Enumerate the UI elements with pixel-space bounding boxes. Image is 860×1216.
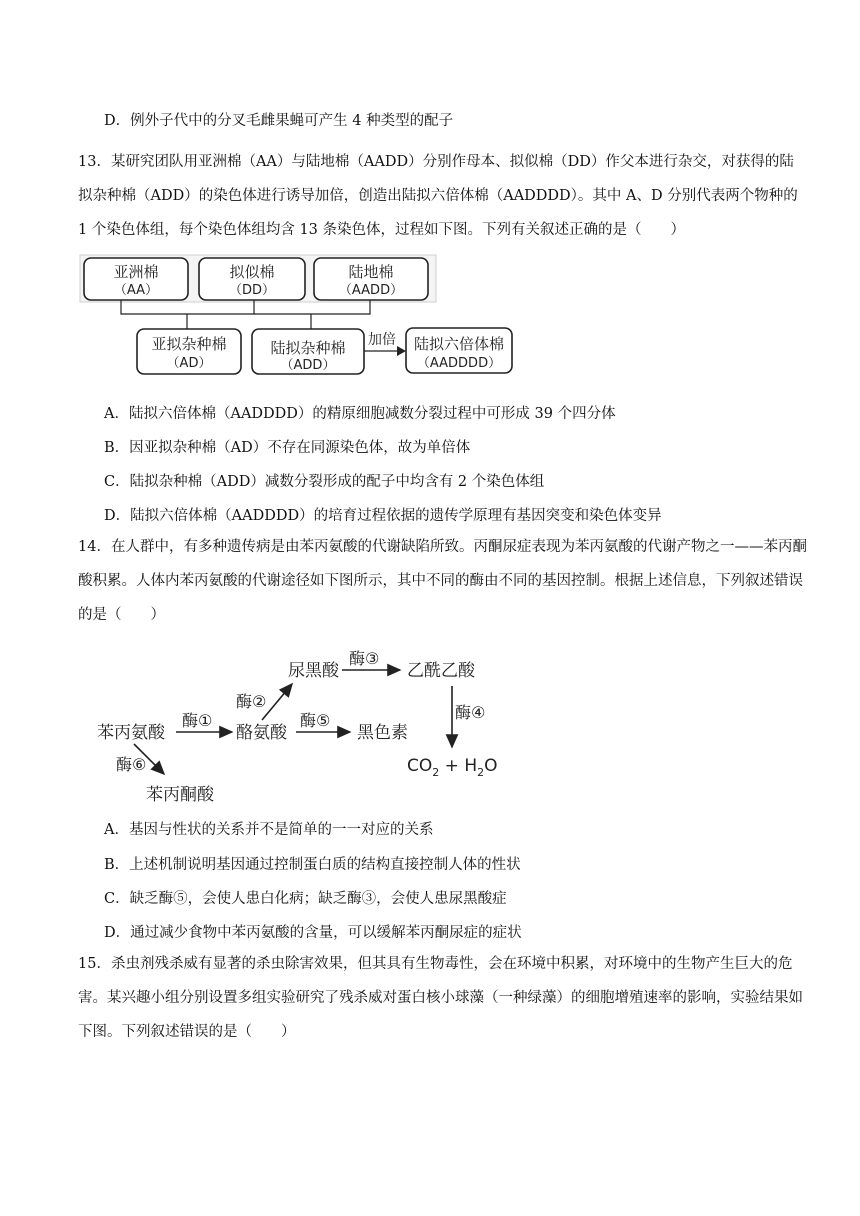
q13-option-a: A．陆拟六倍体棉（AADDDD）的精原细胞减数分裂过程中可形成 39 个四分体 (104, 406, 616, 422)
node-nisi-cotton-genome: （DD） (228, 283, 276, 298)
node-upland-cotton-genome: （AADD） (338, 283, 404, 298)
node-asian-cotton-genome: （AA） (113, 283, 159, 298)
node-hexaploid-cotton: 陆拟六倍体棉 (413, 335, 505, 353)
node-hexaploid-cotton-genome: （AADDDD） (416, 356, 502, 371)
q13-option-b: B．因亚拟杂种棉（AD）不存在同源染色体，故为单倍体 (104, 440, 471, 456)
q14-option-a: A．基因与性状的关系并不是简单的一一对应的关系 (104, 822, 434, 838)
q13-stem: 13．某研究团队用亚洲棉（AA）与陆地棉（AADD）分别作母本、拟似棉（DD）作父本进行杂交，对获得的陆拟杂种棉（ADD）的染色体进行诱导加倍，创造出陆拟六倍体棉（AADDDD）。其中 A、D 分别代表两个物种的 1 个染色体组，每个染色体组均含 13 条染色体，过程如下图。下列有关叙述正确的是（ ） (78, 154, 798, 238)
q12-option-d: D．例外子代中的分叉毛雌果蝇可产生 4 种类型的配子 (104, 113, 454, 129)
doubling-label: 加倍 (368, 332, 396, 348)
node-phenylalanine: 苯丙氨酸 (97, 723, 165, 743)
node-luni-hybrid-genome: （ADD） (280, 358, 336, 373)
node-co2-h2o: $CO_2 + H_2O$ (407, 756, 498, 779)
enzyme-4-label: 酶④ (455, 703, 486, 722)
q14-option-d: D．通过减少食物中苯丙氨酸的含量，可以缓解苯丙酮尿症的症状 (104, 925, 522, 941)
enzyme-3-label: 酶③ (349, 649, 380, 668)
node-luni-hybrid: 陆拟杂种棉 (270, 339, 346, 357)
node-tyrosine: 酪氨酸 (236, 723, 287, 743)
enzyme-6-label: 酶⑥ (116, 755, 147, 774)
cotton-breeding-diagram (0, 252, 860, 382)
q13-option-c: C．陆拟杂种棉（ADD）减数分裂形成的配子中均含有 2 个染色体组 (104, 474, 545, 490)
node-phenylpyruvic-acid: 苯丙酮酸 (146, 785, 214, 805)
node-nisi-cotton: 拟似棉 (229, 263, 275, 281)
enzyme-5-label: 酶⑤ (300, 711, 331, 730)
node-homogentisic-acid: 尿黑酸 (288, 661, 339, 681)
enzyme-2-label: 酶② (236, 692, 267, 711)
q13-option-d: D．陆拟六倍体棉（AADDDD）的培育过程依据的遗传学原理有基因突变和染色体变异 (104, 508, 662, 524)
node-melanin: 黑色素 (357, 723, 408, 743)
q15-stem: 15．杀虫剂残杀威有显著的杀虫除害效果，但其具有生物毒性，会在环境中积累，对环境中的生物产生巨大的危害。某兴趣小组分别设置多组实验研究了残杀威对蛋白核小球藻（一种绿藻）的细胞增殖速率的影响，实验结果如下图。下列叙述错误的是（ ） (78, 956, 803, 1040)
q14-option-c: C．缺乏酶⑤，会使人患白化病；缺乏酶③，会使人患尿黑酸症 (104, 891, 507, 907)
node-upland-cotton: 陆地棉 (348, 263, 394, 281)
phenylalanine-pathway-diagram (0, 640, 860, 810)
enzyme-1-label: 酶① (182, 711, 213, 730)
node-yani-hybrid: 亚拟杂种棉 (151, 335, 227, 353)
q14-stem: 14．在人群中，有多种遗传病是由苯丙氨酸的代谢缺陷所致。丙酮尿症表现为苯丙氨酸的代谢产物之一——苯丙酮酸积累。人体内苯丙氨酸的代谢途径如下图所示，其中不同的酶由不同的基因控制。根据上述信息，下列叙述错误的是（ ） (78, 539, 807, 623)
node-asian-cotton: 亚洲棉 (113, 263, 159, 281)
node-yani-hybrid-genome: （AD） (166, 356, 212, 371)
q14-option-b: B．上述机制说明基因通过控制蛋白质的结构直接控制人体的性状 (104, 857, 521, 873)
node-acetoacetic-acid: 乙酰乙酸 (407, 661, 475, 681)
